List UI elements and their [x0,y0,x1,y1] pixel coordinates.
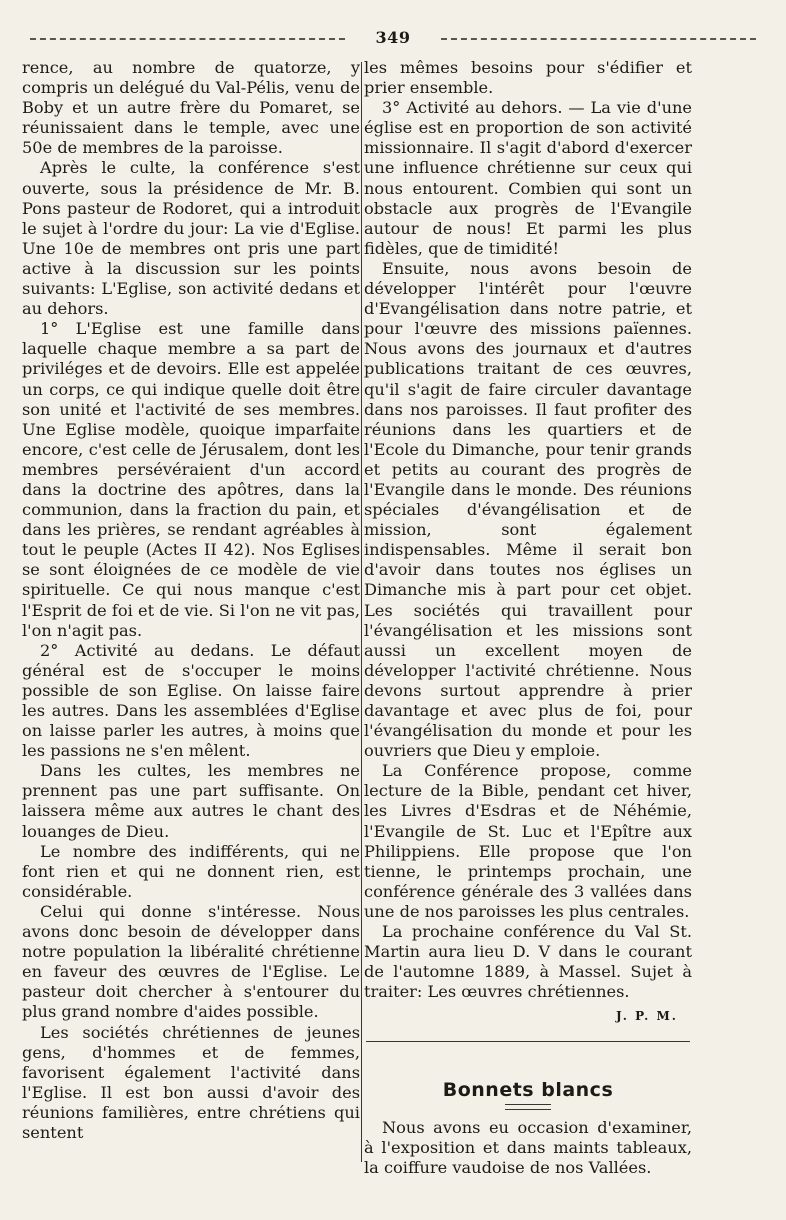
section-rule [366,1041,690,1042]
left-column [22,58,360,1143]
section-title: Bonnets blancs [442,1078,614,1101]
title-ornament [505,1104,551,1110]
right-paragraph: Ensuite, nous avons besoin de développer l'intérêt pour l'œuvre d'Evangélisation dans notre patrie, et pour l'œuvre des missions païennes. Nous avons des journaux et d'autres publications traitant de ces œuvres, qu'il s'agit de faire circuler davantage dans nos paroisses. Il faut profiter des réunions dans les quartiers et de l'Ecole du Dimanche, pour tenir grands et petits au courant des progrès de l'Evangile dans le monde. Des réunions spéciales d'évangélisation et de mission, sont également indispensables. Même il serait bon d'avoir dans toutes nos églises un Dimanche mis à part pour cet objet. Les sociétés qui travaillent pour l'évangélisation et les missions sont aussi un excellent moyen de développer l'activité chrétienne. Nous devons surtout apprendre à prier davantage et avec plus de foi, pour l'évangélisation du monde et pour les ouvriers que Dieu y emploie. [364,258,692,761]
left-paragraph: 2° Activité au dedans. Le défaut général est de s'occuper le moins possible de son Eglise. On laisse faire les autres. Dans les assemblées d'Eglise on laisse parler les autres, à moins que les passions ne s'en mêlent. [22,640,360,761]
section-paragraph: Nous avons eu occasion d'examiner, à l'exposition et dans maints tableaux, la coiffure vaudoise de nos Vallées. [364,1117,692,1177]
right-paragraph: La Conférence propose, comme lecture de la Bible, pendant cet hiver, les Livres d'Esdras et de Néhémie, l'Evangile de St. Luc et l'Epître aux Philippiens. Elle propose que l'on tienne, le printemps prochain, une conférence générale des 3 vallées dans une de nos paroisses les plus centrales. [364,761,692,921]
right-column [364,58,692,1178]
left-paragraph: Le nombre des indifférents, qui ne font rien et qui ne donnent rien, est considérable. [22,841,360,901]
right-paragraph: les mêmes besoins pour s'édifier et prier ensemble. [364,58,692,98]
right-paragraph: La prochaine conférence du Val St. Martin aura lieu D. V dans le courant de l'automne 1889, à Massel. Sujet à traiter: Les œuvres chrétiennes. [364,922,692,1002]
left-paragraph: Après le culte, la conférence s'est ouverte, sous la présidence de Mr. B. Pons pasteur de Rodoret, qui a introduit le sujet à l'ordre du jour: La vie d'Eglise. Une 10e de membres ont pris une part active à la discussion sur les points suivants: L'Eglise, son activité dedans et au dehors. [22,158,360,319]
article-signature: J. P. M. [616,1009,678,1024]
header-rule-right [441,38,756,40]
left-paragraph: 1° L'Eglise est une famille dans laquelle chaque membre a sa part de priviléges et de devoirs. Elle est appelée un corps, ce qui indique quelle doit être son unité et l'activité de ses membres. Une Eglise modèle, quoique imparfaite encore, c'est celle de Jérusalem, dont les membres persévéraient d'un accord dans la doctrine des apôtres, dans la communion, dans la fraction du pain, et dans les prières, se rendant agréables à tout le peuple (Actes II 42). Nos Eglises se sont éloignées de ce modèle de vie spirituelle. Ce qui nous manque c'est l'Esprit de foi et de vie. Si l'on ne vit pas, l'on n'agit pas. [22,319,360,640]
left-paragraph: Les sociétés chrétiennes de jeunes gens, d'hommes et de femmes, favorisent également l'activité dans l'Eglise. Il est bon aussi d'avoir des réunions familières, entre chrétiens qui sentent [22,1022,360,1142]
left-paragraph: rence, au nombre de quatorze, y compris un delégué du Val-Pélis, venu de Boby et un autre frère du Pomaret, se réunissaient dans le temple, avec une 50e de membres de la paroisse. [22,58,360,158]
column-divider [361,62,362,1162]
left-paragraph: Dans les cultes, les membres ne prennent pas une part suffisante. On laissera même aux autres le chant des louanges de Dieu. [22,761,360,841]
left-paragraph: Celui qui donne s'intéresse. Nous avons donc besoin de développer dans notre population la libéralité chrétienne en faveur des œuvres de l'Eglise. Le pasteur doit chercher à s'entourer du plus grand nombre d'aides possible. [22,901,360,1022]
page-header [30,28,756,48]
right-paragraph: 3° Activité au dehors. — La vie d'une église est en proportion de son activité missionnaire. Il s'agit d'abord d'exercer une influence chrétienne sur ceux qui nous entourent. Combien qui sont un obstacle aux progrès de l'Evangile autour de nous! Et parmi les plus fidèles, que de timidité! [364,98,692,258]
page-number: 349 [375,28,411,47]
